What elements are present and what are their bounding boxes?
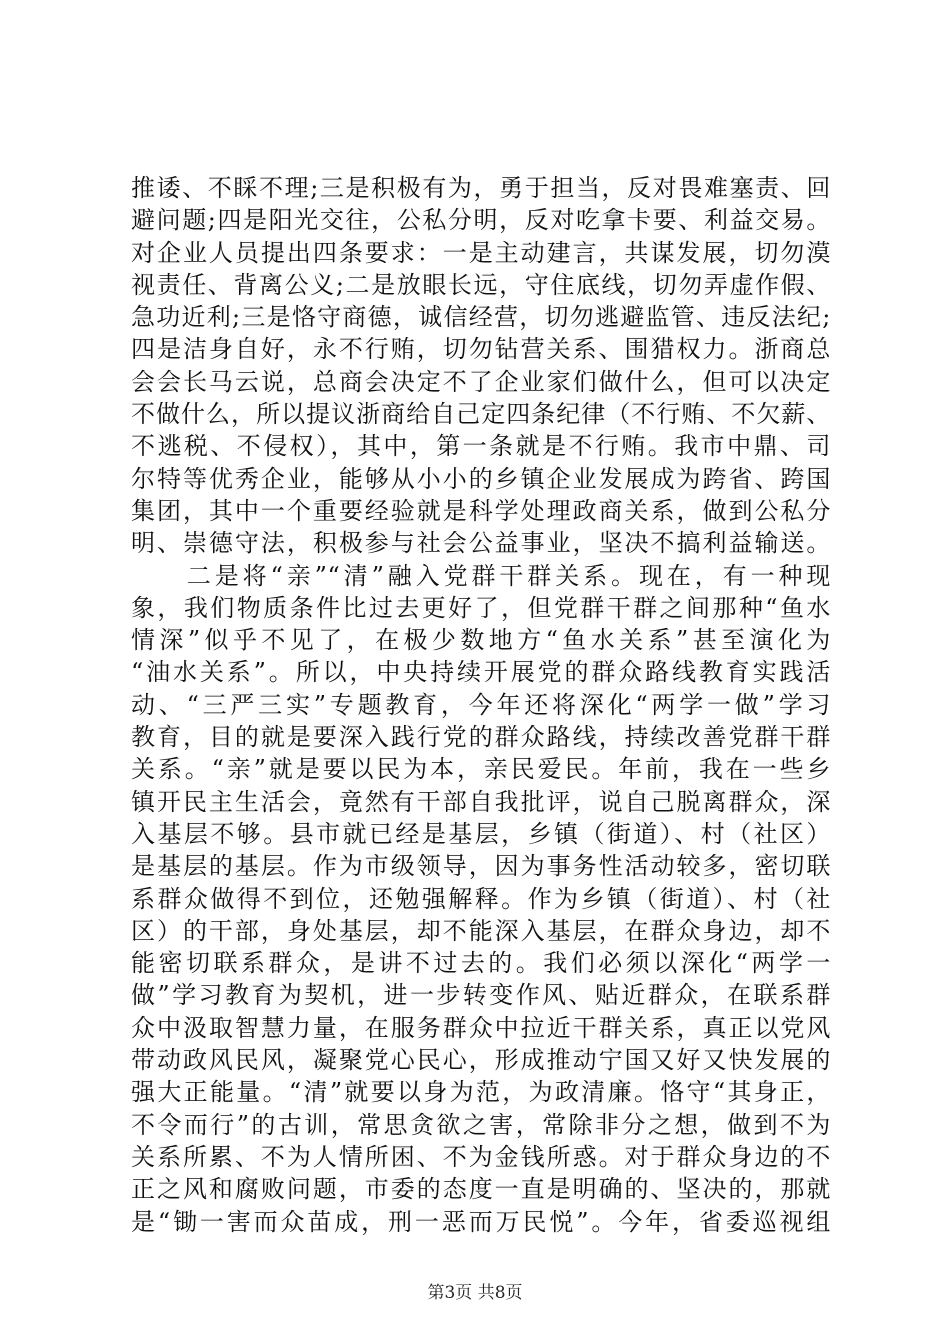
text-line: “油水关系”。所以，中央持续开展党的群众路线教育实践活	[131, 658, 831, 687]
text-line: 明、崇德守法，积极参与社会公益事业，坚决不搞利益输送。	[131, 529, 831, 558]
text-line: 众中汲取智慧力量，在服务群众中拉近干群关系，真正以党风	[131, 1013, 831, 1042]
text-line: 急功近利;三是恪守商德，诚信经营，切勿逃避监管、违反法纪;	[131, 303, 831, 332]
text-line: 带动政风民风，凝聚党心民心，形成推动宁国又好又快发展的	[131, 1046, 831, 1075]
page-footer: 第3页 共8页	[427, 1283, 523, 1303]
text-line: 镇开民主生活会，竟然有干部自我批评，说自己脱离群众，深	[131, 787, 831, 816]
text-line: 情深”似乎不见了，在极少数地方“鱼水关系”甚至演化为	[131, 626, 831, 655]
text-line: 不逃税、不侵权），其中，第一条就是不行贿。我市中鼎、司	[131, 432, 831, 461]
text-line: 象，我们物质条件比过去更好了，但党群干群之间那种“鱼水	[131, 593, 831, 622]
text-line: 系群众做得不到位，还勉强解释。作为乡镇（街道）、村（社	[131, 884, 831, 913]
text-line: 做”学习教育为契机，进一步转变作风、贴近群众，在联系群	[131, 981, 831, 1010]
text-line: 强大正能量。“清”就要以身为范，为政清廉。恪守“其身正，	[131, 1078, 831, 1107]
text-line: 教育，目的就是要深入践行党的群众路线，持续改善党群干群	[131, 723, 831, 752]
text-line: 四是洁身自好，永不行贿，切勿钻营关系、围猎权力。浙商总	[131, 335, 831, 364]
text-line: 不令而行”的古训，常思贪欲之害，常除非分之想，做到不为	[131, 1110, 831, 1139]
body-text	[131, 172, 831, 1238]
text-line: 动、“三严三实”专题教育，今年还将深化“两学一做”学习	[131, 690, 831, 719]
text-line: 集团，其中一个重要经验就是科学处理政商关系，做到公私分	[131, 496, 831, 525]
text-line: 能密切联系群众，是讲不过去的。我们必须以深化“两学一	[131, 949, 831, 978]
text-line: 避问题;四是阳光交往，公私分明，反对吃拿卡要、利益交易。	[131, 206, 831, 235]
text-line: 关系所累、不为人情所困、不为金钱所惑。对于群众身边的不	[131, 1142, 831, 1171]
text-line: 会会长马云说，总商会决定不了企业家们做什么，但可以决定	[131, 367, 831, 396]
text-line: 推诿、不睬不理;三是积极有为，勇于担当，反对畏难塞责、回	[131, 174, 831, 202]
text-line: 不做什么，所以提议浙商给自己定四条纪律（不行贿、不欠薪、	[131, 400, 831, 429]
text-line: 区）的干部，身处基层，却不能深入基层，在群众身边，却不	[131, 916, 831, 945]
text-line: 尔特等优秀企业，能够从小小的乡镇企业发展成为跨省、跨国	[131, 464, 831, 493]
text-line: 入基层不够。县市就已经是基层，乡镇（街道）、村（社区）	[131, 819, 831, 848]
text-line: 对企业人员提出四条要求：一是主动建言，共谋发展，切勿漠	[131, 238, 831, 267]
text-line: 是“锄一害而众苗成，刑一恶而万民悦”。今年，省委巡视组	[131, 1207, 831, 1236]
text-line: 视责任、背离公义;二是放眼长远，守住底线，切勿弄虚作假、	[131, 270, 831, 299]
text-line: 二是将“亲”“清”融入党群干群关系。现在，有一种现	[131, 561, 831, 590]
text-line: 正之风和腐败问题，市委的态度一直是明确的、坚决的，那就	[131, 1175, 831, 1204]
text-line: 关系。“亲”就是要以民为本，亲民爱民。年前，我在一些乡	[131, 755, 831, 784]
text-line: 是基层的基层。作为市级领导，因为事务性活动较多，密切联	[131, 852, 831, 881]
